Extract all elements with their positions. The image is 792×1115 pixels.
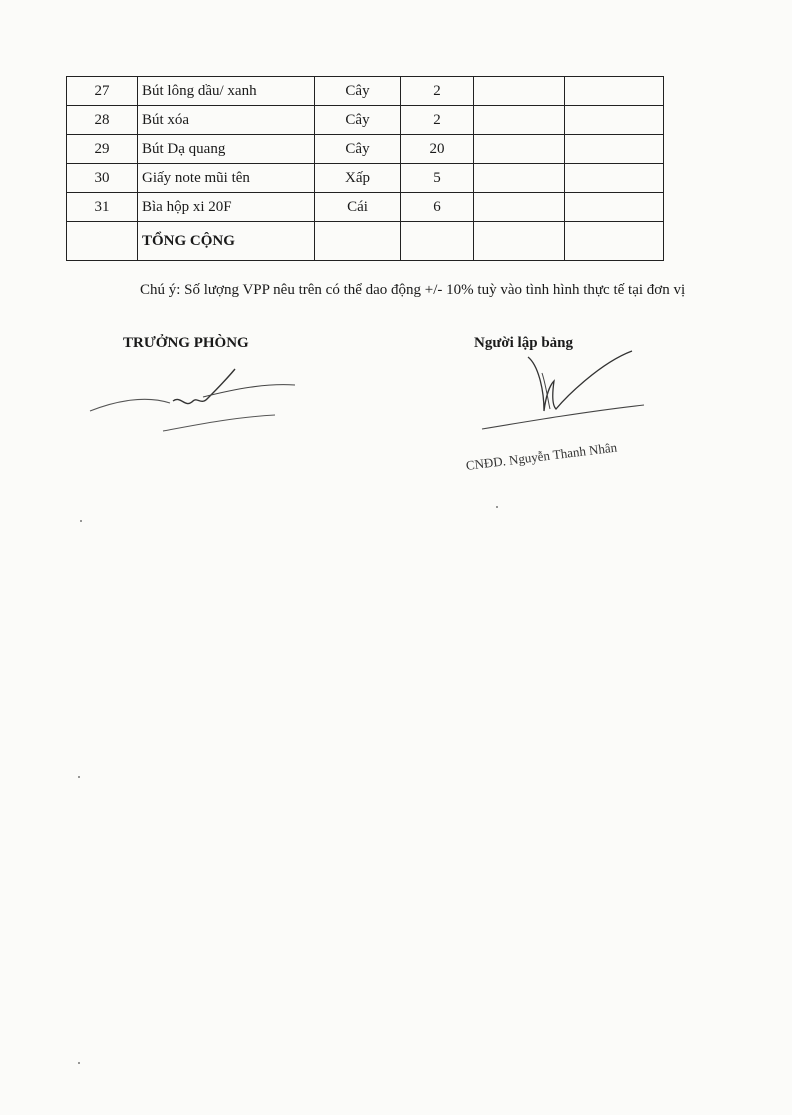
scan-speck — [78, 1062, 80, 1064]
supplies-table-body — [67, 77, 664, 222]
head-of-department-signature — [85, 365, 300, 440]
row-stt: 29 — [67, 135, 138, 164]
row-quantity: 20 — [401, 135, 474, 164]
table-row — [67, 193, 664, 222]
head-of-department-title: TRƯỞNG PHÒNG — [123, 335, 249, 351]
row-extra-cell-1 — [474, 135, 565, 164]
table-row — [67, 135, 664, 164]
row-quantity: 6 — [401, 193, 474, 222]
total-row — [67, 222, 664, 261]
total-extra-cell-2 — [565, 222, 664, 261]
scan-speck — [496, 506, 498, 508]
row-stt: 27 — [67, 77, 138, 106]
prepared-by-title: Người lập bảng — [474, 335, 574, 351]
row-extra-cell-2 — [565, 77, 664, 106]
row-unit: Cây — [315, 77, 401, 106]
row-item-name: Bút lông dầu/ xanh — [138, 77, 315, 106]
row-extra-cell-2 — [565, 193, 664, 222]
row-unit: Cây — [315, 106, 401, 135]
row-extra-cell-2 — [565, 135, 664, 164]
note-text: Chú ý: Số lượng VPP nêu trên có thể dao động +/- 10% tuỳ vào tình hình thực tế tại đơn vị — [140, 282, 686, 298]
row-extra-cell-2 — [565, 106, 664, 135]
row-unit: Cây — [315, 135, 401, 164]
row-quantity: 2 — [401, 106, 474, 135]
row-stt: 28 — [67, 106, 138, 135]
scan-speck — [80, 520, 82, 522]
row-extra-cell-1 — [474, 193, 565, 222]
row-extra-cell-1 — [474, 106, 565, 135]
table-row — [67, 106, 664, 135]
row-extra-cell-1 — [474, 77, 565, 106]
total-stt-cell — [67, 222, 138, 261]
prepared-by-name: CNĐD. Nguyễn Thanh Nhân — [465, 439, 618, 473]
prepared-by-signature — [480, 345, 650, 435]
row-item-name: Bìa hộp xi 20F — [138, 193, 315, 222]
row-stt: 30 — [67, 164, 138, 193]
row-item-name: Giấy note mũi tên — [138, 164, 315, 193]
scan-speck — [78, 776, 80, 778]
total-qty-cell — [401, 222, 474, 261]
total-label: TỔNG CỘNG — [138, 222, 315, 261]
row-extra-cell-2 — [565, 164, 664, 193]
table-row — [67, 77, 664, 106]
row-item-name: Bút Dạ quang — [138, 135, 315, 164]
row-unit: Xấp — [315, 164, 401, 193]
row-item-name: Bút xóa — [138, 106, 315, 135]
supplies-table — [66, 76, 664, 261]
row-unit: Cái — [315, 193, 401, 222]
row-stt: 31 — [67, 193, 138, 222]
total-extra-cell-1 — [474, 222, 565, 261]
table-row — [67, 164, 664, 193]
row-quantity: 2 — [401, 77, 474, 106]
row-quantity: 5 — [401, 164, 474, 193]
total-unit-cell — [315, 222, 401, 261]
row-extra-cell-1 — [474, 164, 565, 193]
